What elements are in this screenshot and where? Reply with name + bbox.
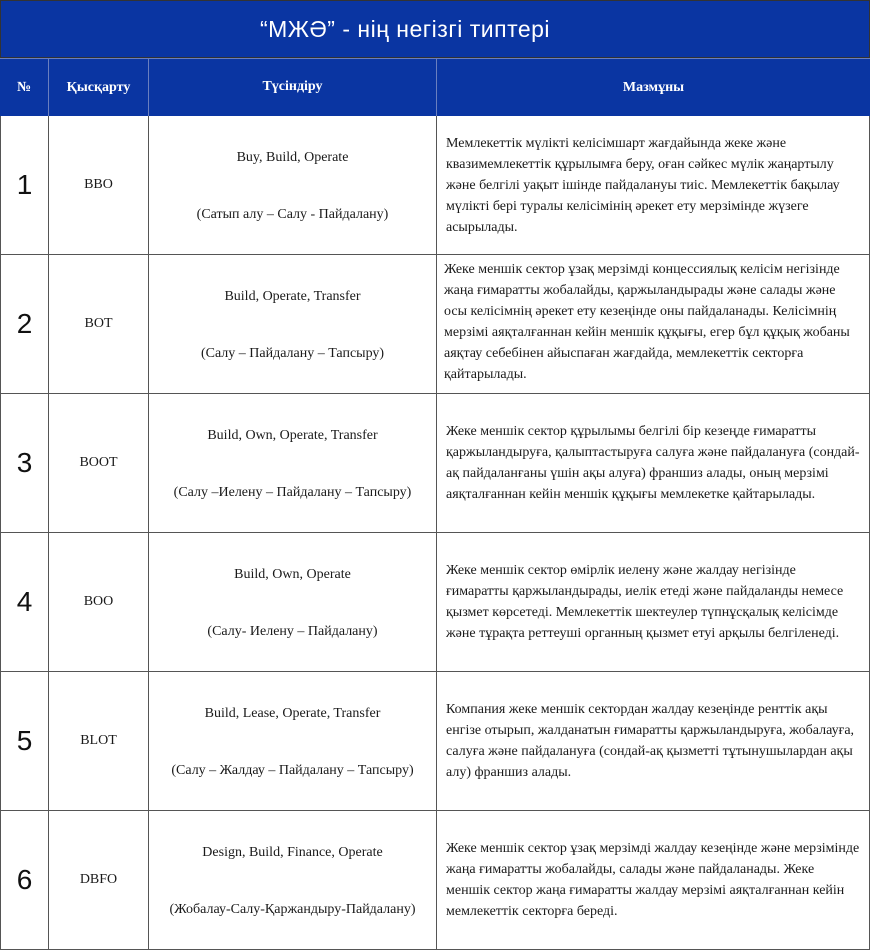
content-text: Жеке меншік сектор құрылымы белгілі бір кезеңде ғимаратты қаржыландыруға, қалыптастыруға салуға және пайдалануға (сондай-ақ пайдаланғаны үшін ақы алуға) франшиз алады, оның мерзімі аяқталғаннан кейін меншік құқығы мемлекетке қайтарылады. bbox=[446, 424, 860, 502]
explanation-kazakh: (Жобалау-Салу-Қаржандыру-Пайдалану) bbox=[169, 902, 416, 917]
explanation-english: Design, Build, Finance, Operate bbox=[202, 845, 383, 860]
row-explanation bbox=[149, 672, 437, 811]
explanation-english: Build, Lease, Operate, Transfer bbox=[204, 706, 381, 721]
row-abbreviation: BBO bbox=[49, 116, 149, 255]
row-explanation bbox=[149, 394, 437, 533]
content-text: Компания жеке меншік сектордан жалдау кезеңінде ренттік ақы енгізе отырып, жалданатын ғимаратты қаржыландыруға, жобалауға, салуға және пайдалануға (сондай-ақ қызметті тұтынушылардан ақы алу) франшиз алады. bbox=[446, 702, 855, 780]
explanation-english: Build, Own, Operate bbox=[234, 567, 351, 582]
table-title-bar bbox=[0, 0, 870, 58]
explanation-kazakh: (Сатып алу – Салу - Пайдалану) bbox=[196, 207, 389, 222]
content-text: Жеке меншік сектор өмірлік иелену және жалдау негізінде ғимаратты қаржыландырады, иелік етеді және пайдаланды немесе қызмет көрсетеді. Мемлекеттік шектеулер түпнұсқалық келісімде және тұрақта реттеуші органның қызмет етуі арқылы белгіленеді. bbox=[446, 563, 844, 641]
row-number: 6 bbox=[0, 811, 49, 950]
table-row bbox=[0, 672, 870, 811]
explanation-english: Buy, Build, Operate bbox=[236, 150, 349, 165]
row-content bbox=[437, 394, 870, 533]
table-row bbox=[0, 394, 870, 533]
content-text: Мемлекеттік мүлікті келісімшарт жағдайында жеке және квазимемлекеттік құрылымға беру, оған сәйкес мүлік жаңартылу және белгілі уақыт ішінде пайдалануы тиіс. Мемлекеттік бақылау мүлікті бері туралы келісімінің әрекет ету мерзімінде жүзеге асырылады. bbox=[446, 135, 840, 235]
content-text: Жеке меншік сектор ұзақ мерзімді жалдау кезеңінде және мерзімінде жаңа ғимаратты жобалайды, салады және пайдаланады. Жеке меншік сектор жаңа ғимаратты жалдау мерзімі аяқталғаннан кейін мемлекеттік секторға береді. bbox=[446, 841, 860, 919]
row-abbreviation: BOT bbox=[49, 255, 149, 394]
row-explanation bbox=[149, 533, 437, 672]
row-content bbox=[437, 255, 870, 394]
table-row bbox=[0, 255, 870, 394]
row-abbreviation: BOOT bbox=[49, 394, 149, 533]
row-content bbox=[437, 672, 870, 811]
header-content: Мазмұны bbox=[437, 58, 870, 116]
header-abbr: Қысқарту bbox=[49, 58, 149, 116]
content-text: Жеке меншік сектор ұзақ мерзімді концессиялық келісім негізінде жаңа ғимаратты жобалайды, қаржыландырады және салады және осы келісімнің әрекет ету кезеңінде оны пайдаланады. Келісімнің мерзімі аяқталғаннан кейін меншік құқығы, егер бұл құқық жобаны аяқтау себебінен айыспаған жағдайда, мемлекеттік секторға қайтарылады. bbox=[444, 262, 850, 382]
row-explanation bbox=[149, 811, 437, 950]
table-row bbox=[0, 533, 870, 672]
row-number: 4 bbox=[0, 533, 49, 672]
table-row bbox=[0, 116, 870, 255]
row-number: 2 bbox=[0, 255, 49, 394]
row-number: 5 bbox=[0, 672, 49, 811]
row-abbreviation: BLOT bbox=[49, 672, 149, 811]
row-content bbox=[437, 116, 870, 255]
row-abbreviation: DBFO bbox=[49, 811, 149, 950]
header-num: № bbox=[0, 58, 49, 116]
header-row bbox=[0, 58, 870, 116]
explanation-kazakh: (Салу – Пайдалану – Тапсыру) bbox=[200, 346, 385, 361]
header-explain: Түсіндіру bbox=[149, 58, 437, 116]
row-number: 1 bbox=[0, 116, 49, 255]
explanation-english: Build, Operate, Transfer bbox=[224, 289, 361, 304]
row-explanation bbox=[149, 116, 437, 255]
row-content bbox=[437, 533, 870, 672]
row-content bbox=[437, 811, 870, 950]
row-explanation bbox=[149, 255, 437, 394]
explanation-kazakh: (Салу – Жалдау – Пайдалану – Тапсыру) bbox=[171, 763, 414, 778]
table-title: “МЖӘ” - нің негізгі типтері bbox=[259, 15, 551, 42]
row-number: 3 bbox=[0, 394, 49, 533]
table-row bbox=[0, 811, 870, 950]
row-abbreviation: BOO bbox=[49, 533, 149, 672]
explanation-kazakh: (Салу –Иелену – Пайдалану – Тапсыру) bbox=[173, 485, 412, 500]
explanation-english: Build, Own, Operate, Transfer bbox=[207, 428, 378, 443]
explanation-kazakh: (Салу- Иелену – Пайдалану) bbox=[207, 624, 378, 639]
